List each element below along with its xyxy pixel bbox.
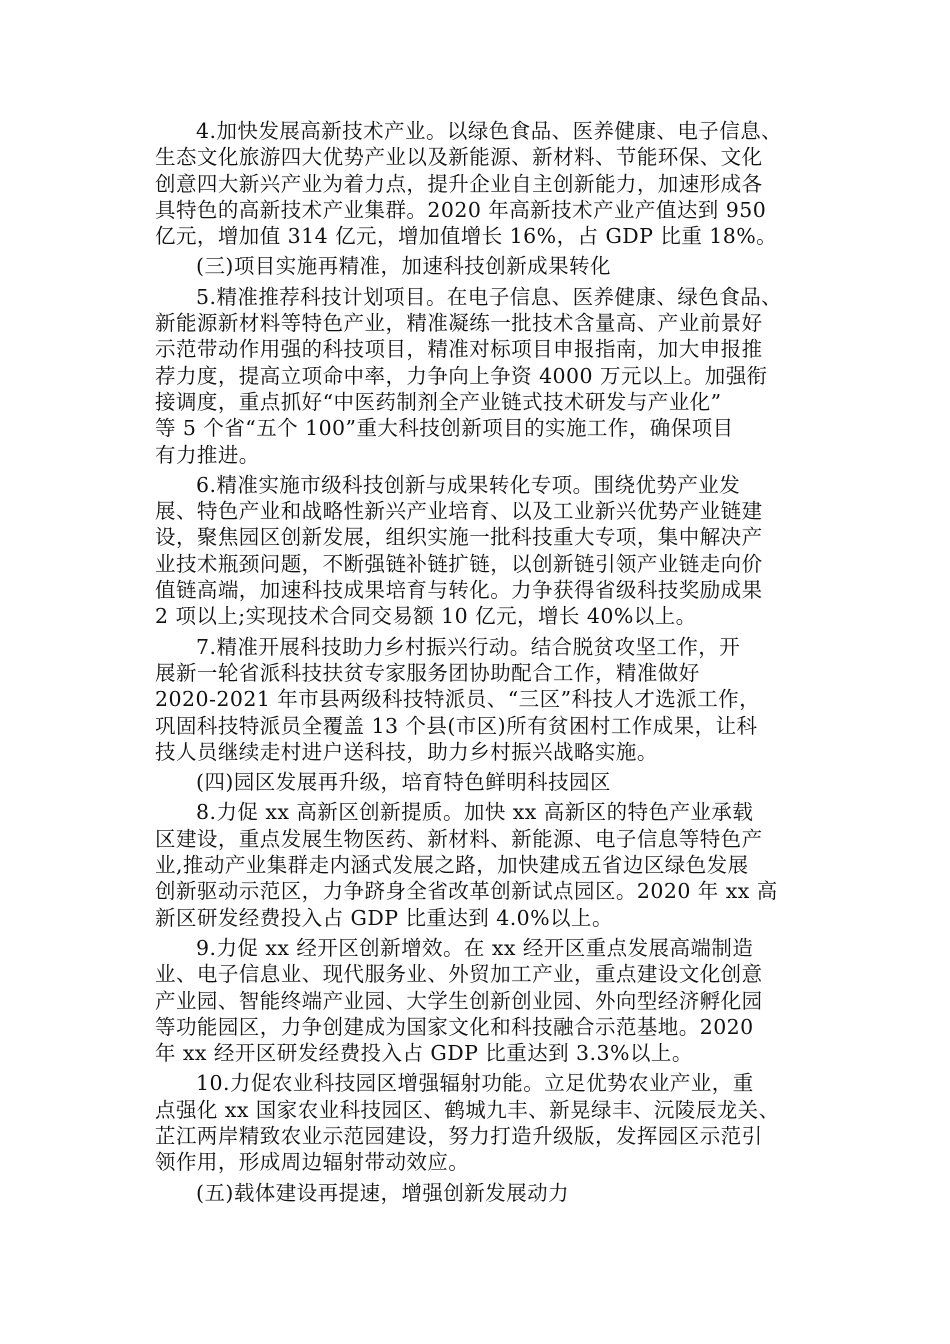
text-line: 领作用，形成周边辐射带动效应。 <box>155 1150 470 1175</box>
text-line: 业、电子信息业、现代服务业、外贸加工产业，重点建设文化创意 <box>155 962 763 987</box>
section-heading-3 <box>155 253 811 279</box>
text-line: 设，聚焦园区创新发展，组织实施一批科技重大专项，集中解决产 <box>155 525 763 550</box>
text-line: 接调度，重点抓好“中医药制剂全产业链式技术研发与产业化” <box>155 389 722 414</box>
text-line: 生态文化旅游四大优势产业以及新能源、新材料、节能环保、文化 <box>155 145 763 170</box>
text-line: 业技术瓶颈问题，不断强链补链扩链，以创新链引领产业链走向价 <box>155 551 763 576</box>
text-line: 亿元，增加值 314 亿元，增加值增长 16%，占 GDP 比重 18%。 <box>155 224 778 249</box>
text-line: 巩固科技特派员全覆盖 13 个县(市区)所有贫困村工作成果，让科 <box>155 713 758 738</box>
text-line: 展、特色产业和战略性新兴产业培育、以及工业新兴优势产业链建 <box>155 499 763 524</box>
text-line: 荐力度，提高立项命中率，力争向上争资 4000 万元以上。加强衔 <box>155 363 768 388</box>
text-line: 等功能园区，力争创建成为国家文化和科技融合示范基地。2020 <box>155 1014 754 1039</box>
text-line: 技人员继续走村进户送科技，助力乡村振兴战略实施。 <box>155 739 658 764</box>
text-line: 年 xx 经开区研发经费投入占 GDP 比重达到 3.3%以上。 <box>155 1041 693 1066</box>
paragraph-item-10 <box>155 1070 811 1175</box>
paragraph-item-5 <box>155 284 811 468</box>
text-line: 区建设，重点发展生物医药、新材料、新能源、电子信息等特色产 <box>155 826 763 851</box>
text-line: 点强化 xx 国家农业科技园区、鹤城九丰、新晃绿丰、沅陵辰龙关、 <box>155 1097 780 1122</box>
paragraph-item-8 <box>155 799 811 930</box>
text-line: 2020-2021 年市县两级科技特派员、“三区”科技人才选派工作， <box>155 687 761 712</box>
paragraph-item-9 <box>155 935 811 1066</box>
text-line: 新能源新材料等特色产业，精准凝练一批技术含量高、产业前景好 <box>155 311 763 336</box>
paragraph-item-6 <box>155 472 811 630</box>
text-line: 创新驱动示范区，力争跻身全省改革创新试点园区。2020 年 xx 高 <box>155 879 778 904</box>
text-line: 等 5 个省“五个 100”重大科技创新项目的实施工作，确保项目 <box>155 416 734 441</box>
text-line: 9.力促 xx 经开区创新增效。在 xx 经开区重点发展高端制造 <box>196 935 754 960</box>
text-line: 值链高端，加速科技成果培育与转化。力争获得省级科技奖励成果 <box>155 578 763 603</box>
text-line: 2 项以上;实现技术合同交易额 10 亿元，增长 40%以上。 <box>155 604 697 629</box>
text-line: 业,推动产业集群走内涵式发展之路，加快建成五省边区绿色发展 <box>155 853 749 878</box>
heading-line: (三)项目实施再精准，加速科技创新成果转化 <box>196 254 611 279</box>
heading-line: (五)载体建设再提速，增强创新发展动力 <box>196 1180 570 1205</box>
text-line: 7.精准开展科技助力乡村振兴行动。结合脱贫攻坚工作，开 <box>196 634 741 659</box>
text-line: 芷江两岸精致农业示范园建设，努力打造升级版，发挥园区示范引 <box>155 1123 763 1148</box>
text-line: 产业园、智能终端产业园、大学生创新创业园、外向型经济孵化园 <box>155 988 763 1013</box>
section-heading-4 <box>155 769 811 795</box>
section-heading-5 <box>155 1180 811 1206</box>
text-line: 5.精准推荐科技计划项目。在电子信息、医养健康、绿色食品、 <box>196 284 783 309</box>
text-line: 6.精准实施市级科技创新与成果转化专项。围绕优势产业发 <box>196 472 741 497</box>
text-line: 8.力促 xx 高新区创新提质。加快 xx 高新区的特色产业承载 <box>196 800 754 825</box>
document-page <box>155 118 811 1210</box>
text-line: 具特色的高新技术产业集群。2020 年高新技术产业产值达到 950 <box>155 197 767 222</box>
text-line: 4.加快发展高新技术产业。以绿色食品、医养健康、电子信息、 <box>196 119 783 143</box>
text-line: 有力推进。 <box>155 442 260 467</box>
paragraph-item-7 <box>155 634 811 765</box>
text-line: 创意四大新兴产业为着力点，提升企业自主创新能力，加速形成各 <box>155 171 763 196</box>
paragraph-item-4 <box>155 118 811 249</box>
text-line: 10.力促农业科技园区增强辐射功能。立足优势农业产业，重 <box>196 1071 754 1096</box>
text-line: 示范带动作用强的科技项目，精准对标项目申报指南，加大申报推 <box>155 337 763 362</box>
text-line: 新区研发经费投入占 GDP 比重达到 4.0%以上。 <box>155 905 613 930</box>
heading-line: (四)园区发展再升级，培育特色鲜明科技园区 <box>196 770 611 795</box>
text-line: 展新一轮省派科技扶贫专家服务团协助配合工作，精准做好 <box>155 660 700 685</box>
